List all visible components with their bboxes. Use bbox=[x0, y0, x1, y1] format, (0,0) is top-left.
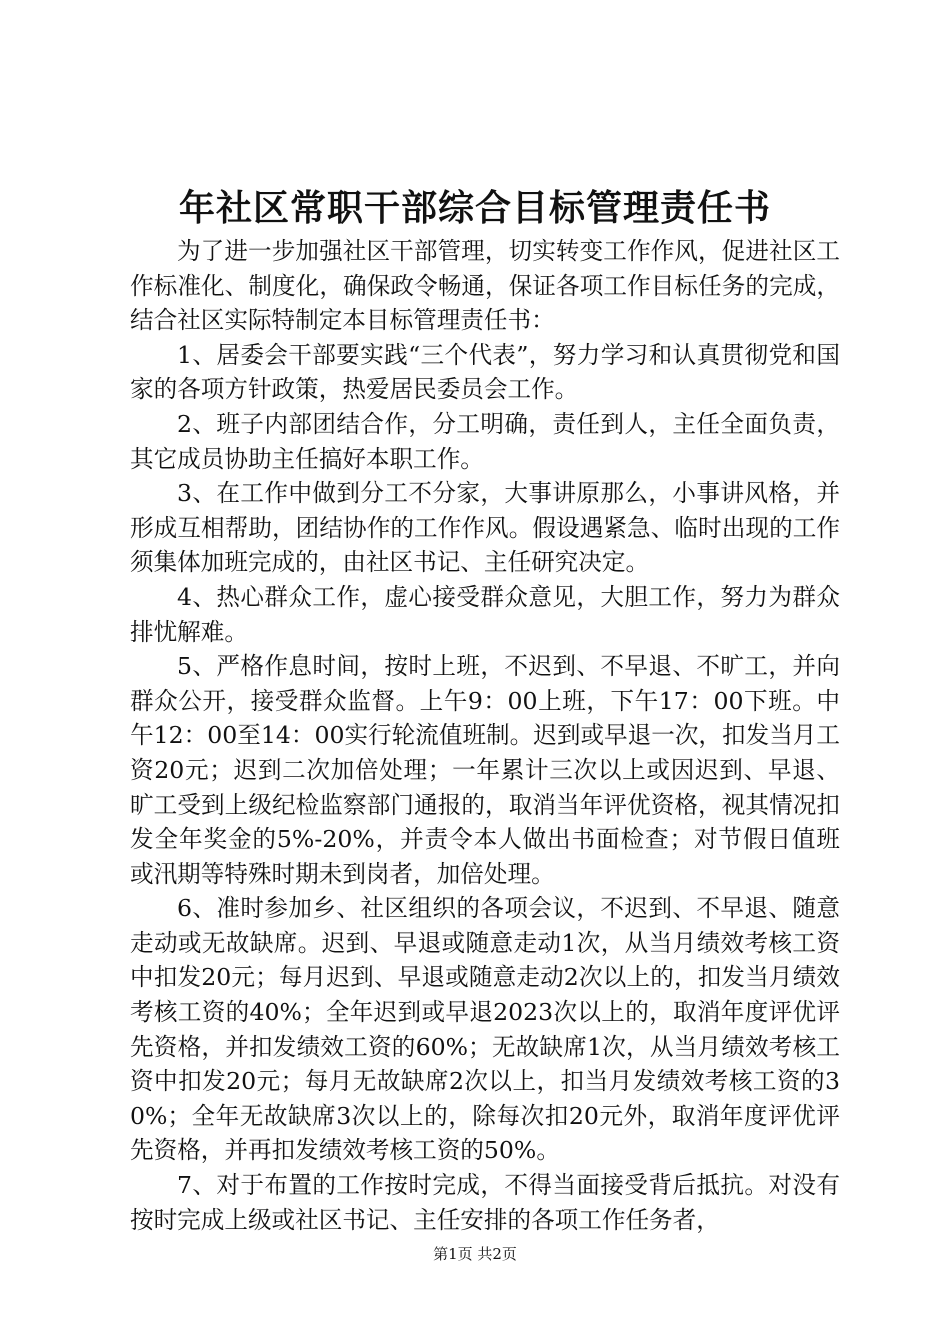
paragraph-item-4: 4、热心群众工作，虚心接受群众意见，大胆工作，努力为群众排忧解难。 bbox=[130, 582, 840, 646]
document-body bbox=[130, 234, 840, 1237]
paragraph-item-3: 3、在工作中做到分工不分家，大事讲原那么，小事讲风格，并形成互相帮助，团结协作的工作作风。假设遇紧急、临时出现的工作须集体加班完成的，由社区书记、主任研究决定。 bbox=[130, 479, 840, 577]
paragraph-item-2: 2、班子内部团结合作，分工明确，责任到人，主任全面负责，其它成员协助主任搞好本职工作。 bbox=[130, 409, 840, 473]
paragraph-item-7: 7、对于布置的工作按时完成，不得当面接受背后抵抗。对没有按时完成上级或社区书记、主任安排的各项工作任务者， bbox=[130, 1171, 840, 1234]
paragraph-item-5: 5、严格作息时间，按时上班，不迟到、不早退、不旷工，并向群众公开，接受群众监督。上午9：00上班，下午17：00下班。中午12：00至14：00实行轮流值班制。迟到或早退一次，扣发当月工资20元；迟到二次加倍处理；一年累计三次以上或因迟到、早退、旷工受到上级纪检监察部门通报的，取消当年评优资格，视其情况扣发全年奖金的5%-20%，并责令本人做出书面检查；对节假日值班或汛期等特殊时期未到岗者，加倍处理。 bbox=[130, 652, 840, 888]
page-number-footer: 第1页 共2页 bbox=[433, 1245, 517, 1263]
paragraph-item-1: 1、居委会干部要实践“三个代表”，努力学习和认真贯彻党和国家的各项方针政策，热爱居民委员会工作。 bbox=[130, 340, 840, 404]
paragraph-item-6: 6、准时参加乡、社区组织的各项会议，不迟到、不早退、随意走动或无故缺席。迟到、早退或随意走动1次，从当月绩效考核工资中扣发20元；每月迟到、早退或随意走动2次以上的，扣发当月绩效考核工资的40%；全年迟到或早退2023次以上的，取消年度评优评先资格，并扣发绩效工资的60%；无故缺席1次，从当月绩效考核工资中扣发20元；每月无故缺席2次以上，扣当月发绩效考核工资的30%；全年无故缺席3次以上的，除每次扣20元外，取消年度评优评先资格，并再扣发绩效考核工资的50%。 bbox=[130, 894, 840, 1165]
document-title: 年社区常职干部综合目标管理责任书 bbox=[178, 187, 771, 229]
paragraph-intro: 为了进一步加强社区干部管理，切实转变工作作风，促进社区工作标准化、制度化，确保政令畅通，保证各项工作目标任务的完成，结合社区实际特制定本目标管理责任书： bbox=[130, 237, 840, 335]
